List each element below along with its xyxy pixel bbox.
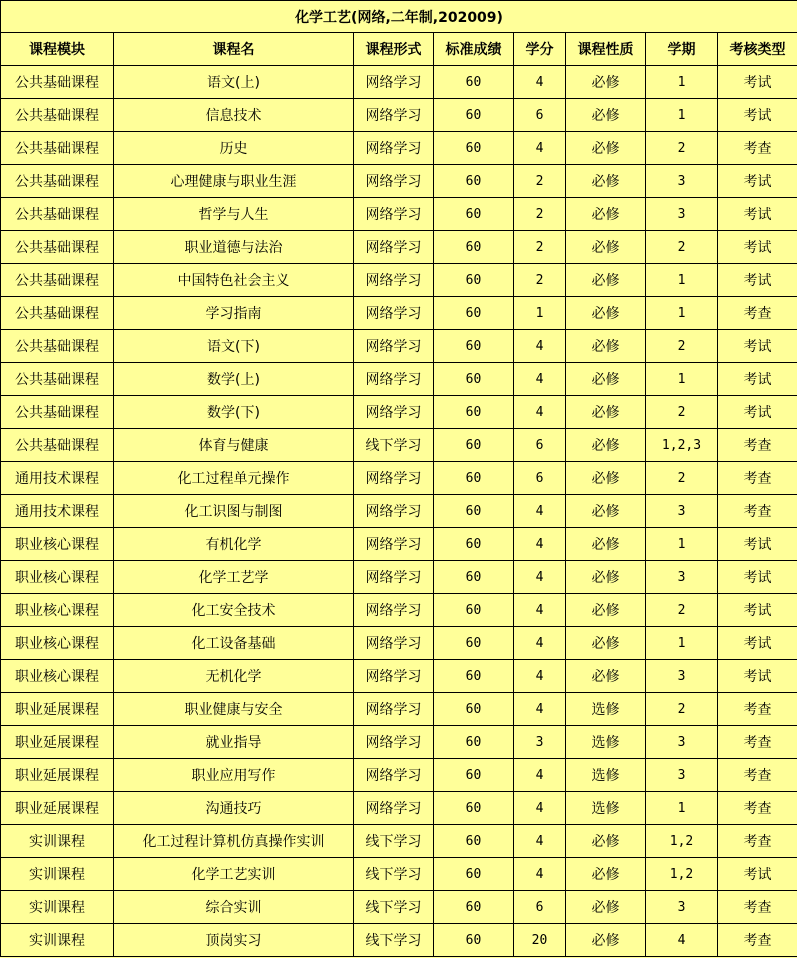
- cell-course-nature: 必修: [566, 825, 646, 858]
- table-row: [1, 759, 797, 792]
- cell-course-name: 职业健康与安全: [114, 693, 354, 726]
- cell-standard-score: 60: [434, 660, 514, 693]
- cell-standard-score: 60: [434, 198, 514, 231]
- cell-semester: 1,2: [646, 825, 718, 858]
- cell-semester: 1: [646, 264, 718, 297]
- cell-assessment-type: 考试: [718, 660, 797, 693]
- cell-credits: 2: [514, 198, 566, 231]
- cell-course-form: 线下学习: [354, 825, 434, 858]
- cell-credits: 2: [514, 165, 566, 198]
- cell-course-form: 网络学习: [354, 330, 434, 363]
- cell-course-form: 网络学习: [354, 660, 434, 693]
- table-row: [1, 891, 797, 924]
- table-row: [1, 462, 797, 495]
- cell-standard-score: 60: [434, 561, 514, 594]
- table-row: [1, 363, 797, 396]
- cell-assessment-type: 考查: [718, 825, 797, 858]
- header-standard-score: 标准成绩: [434, 33, 514, 66]
- cell-module: 公共基础课程: [1, 330, 114, 363]
- cell-course-nature: 必修: [566, 858, 646, 891]
- table-row: [1, 297, 797, 330]
- cell-credits: 4: [514, 660, 566, 693]
- table-row: [1, 330, 797, 363]
- cell-course-nature: 必修: [566, 231, 646, 264]
- cell-course-nature: 必修: [566, 99, 646, 132]
- cell-course-nature: 必修: [566, 594, 646, 627]
- cell-course-form: 网络学习: [354, 627, 434, 660]
- cell-credits: 1: [514, 297, 566, 330]
- cell-course-nature: 必修: [566, 528, 646, 561]
- cell-course-name: 化工识图与制图: [114, 495, 354, 528]
- table-row: [1, 165, 797, 198]
- cell-standard-score: 60: [434, 66, 514, 99]
- cell-course-name: 体育与健康: [114, 429, 354, 462]
- cell-module: 公共基础课程: [1, 231, 114, 264]
- cell-course-form: 网络学习: [354, 462, 434, 495]
- cell-standard-score: 60: [434, 627, 514, 660]
- cell-assessment-type: 考试: [718, 363, 797, 396]
- cell-module: 公共基础课程: [1, 99, 114, 132]
- table-row: [1, 693, 797, 726]
- cell-course-name: 化学工艺学: [114, 561, 354, 594]
- cell-assessment-type: 考查: [718, 462, 797, 495]
- cell-module: 公共基础课程: [1, 132, 114, 165]
- cell-assessment-type: 考试: [718, 858, 797, 891]
- cell-module: 职业核心课程: [1, 627, 114, 660]
- cell-course-name: 哲学与人生: [114, 198, 354, 231]
- cell-credits: 6: [514, 99, 566, 132]
- cell-course-form: 网络学习: [354, 759, 434, 792]
- cell-course-nature: 必修: [566, 165, 646, 198]
- cell-module: 实训课程: [1, 858, 114, 891]
- cell-course-nature: 选修: [566, 759, 646, 792]
- cell-course-nature: 必修: [566, 429, 646, 462]
- cell-course-nature: 选修: [566, 792, 646, 825]
- cell-module: 职业延展课程: [1, 726, 114, 759]
- table-row: [1, 495, 797, 528]
- cell-credits: 6: [514, 429, 566, 462]
- header-row: [1, 33, 797, 66]
- cell-module: 实训课程: [1, 924, 114, 957]
- header-assessment-type: 考核类型: [718, 33, 797, 66]
- cell-course-name: 职业道德与法治: [114, 231, 354, 264]
- cell-module: 公共基础课程: [1, 66, 114, 99]
- cell-assessment-type: 考查: [718, 429, 797, 462]
- cell-credits: 4: [514, 594, 566, 627]
- cell-module: 职业延展课程: [1, 693, 114, 726]
- cell-course-form: 网络学习: [354, 726, 434, 759]
- cell-credits: 4: [514, 132, 566, 165]
- table-row: [1, 66, 797, 99]
- table-row: [1, 198, 797, 231]
- cell-course-name: 沟通技巧: [114, 792, 354, 825]
- cell-semester: 1: [646, 99, 718, 132]
- cell-course-form: 网络学习: [354, 792, 434, 825]
- table-row: [1, 264, 797, 297]
- cell-semester: 2: [646, 693, 718, 726]
- table-row: [1, 627, 797, 660]
- cell-course-nature: 必修: [566, 198, 646, 231]
- cell-assessment-type: 考试: [718, 330, 797, 363]
- cell-standard-score: 60: [434, 297, 514, 330]
- cell-standard-score: 60: [434, 594, 514, 627]
- cell-standard-score: 60: [434, 726, 514, 759]
- cell-assessment-type: 考查: [718, 297, 797, 330]
- table-row: [1, 231, 797, 264]
- cell-course-form: 网络学习: [354, 594, 434, 627]
- cell-course-nature: 必修: [566, 132, 646, 165]
- cell-course-name: 学习指南: [114, 297, 354, 330]
- cell-semester: 1: [646, 528, 718, 561]
- cell-course-name: 化工过程计算机仿真操作实训: [114, 825, 354, 858]
- cell-module: 职业核心课程: [1, 594, 114, 627]
- cell-module: 职业核心课程: [1, 660, 114, 693]
- table-row: [1, 528, 797, 561]
- cell-module: 职业核心课程: [1, 528, 114, 561]
- cell-module: 公共基础课程: [1, 264, 114, 297]
- table-row: [1, 726, 797, 759]
- cell-assessment-type: 考试: [718, 66, 797, 99]
- cell-course-form: 网络学习: [354, 132, 434, 165]
- cell-module: 公共基础课程: [1, 297, 114, 330]
- cell-course-nature: 选修: [566, 726, 646, 759]
- cell-course-name: 有机化学: [114, 528, 354, 561]
- cell-semester: 2: [646, 330, 718, 363]
- cell-course-name: 中国特色社会主义: [114, 264, 354, 297]
- cell-assessment-type: 考查: [718, 132, 797, 165]
- cell-assessment-type: 考查: [718, 792, 797, 825]
- cell-assessment-type: 考试: [718, 561, 797, 594]
- cell-credits: 4: [514, 66, 566, 99]
- cell-module: 实训课程: [1, 891, 114, 924]
- cell-course-nature: 必修: [566, 363, 646, 396]
- cell-credits: 2: [514, 231, 566, 264]
- cell-course-form: 网络学习: [354, 231, 434, 264]
- cell-semester: 2: [646, 132, 718, 165]
- cell-course-nature: 必修: [566, 297, 646, 330]
- cell-course-form: 网络学习: [354, 99, 434, 132]
- cell-assessment-type: 考查: [718, 726, 797, 759]
- cell-semester: 2: [646, 396, 718, 429]
- cell-credits: 4: [514, 858, 566, 891]
- header-semester: 学期: [646, 33, 718, 66]
- cell-course-form: 线下学习: [354, 891, 434, 924]
- cell-semester: 3: [646, 165, 718, 198]
- cell-standard-score: 60: [434, 132, 514, 165]
- cell-module: 公共基础课程: [1, 198, 114, 231]
- cell-course-name: 语文(上): [114, 66, 354, 99]
- cell-semester: 3: [646, 660, 718, 693]
- cell-standard-score: 60: [434, 264, 514, 297]
- cell-assessment-type: 考试: [718, 99, 797, 132]
- cell-standard-score: 60: [434, 330, 514, 363]
- header-credits: 学分: [514, 33, 566, 66]
- cell-course-name: 数学(下): [114, 396, 354, 429]
- cell-course-name: 就业指导: [114, 726, 354, 759]
- cell-course-nature: 必修: [566, 66, 646, 99]
- cell-course-name: 顶岗实习: [114, 924, 354, 957]
- cell-module: 公共基础课程: [1, 396, 114, 429]
- table-row: [1, 132, 797, 165]
- cell-credits: 6: [514, 462, 566, 495]
- cell-standard-score: 60: [434, 858, 514, 891]
- cell-standard-score: 60: [434, 759, 514, 792]
- cell-semester: 1: [646, 363, 718, 396]
- cell-standard-score: 60: [434, 429, 514, 462]
- cell-course-form: 网络学习: [354, 396, 434, 429]
- cell-standard-score: 60: [434, 99, 514, 132]
- cell-course-form: 网络学习: [354, 693, 434, 726]
- cell-course-nature: 必修: [566, 627, 646, 660]
- cell-standard-score: 60: [434, 891, 514, 924]
- cell-assessment-type: 考查: [718, 759, 797, 792]
- cell-semester: 1: [646, 792, 718, 825]
- cell-course-name: 化工过程单元操作: [114, 462, 354, 495]
- cell-semester: 4: [646, 924, 718, 957]
- cell-course-name: 职业应用写作: [114, 759, 354, 792]
- cell-semester: 3: [646, 561, 718, 594]
- cell-assessment-type: 考查: [718, 693, 797, 726]
- cell-credits: 4: [514, 561, 566, 594]
- cell-assessment-type: 考查: [718, 924, 797, 957]
- cell-semester: 3: [646, 891, 718, 924]
- cell-course-name: 综合实训: [114, 891, 354, 924]
- cell-semester: 3: [646, 759, 718, 792]
- cell-semester: 1,2,3: [646, 429, 718, 462]
- cell-module: 公共基础课程: [1, 363, 114, 396]
- cell-course-name: 心理健康与职业生涯: [114, 165, 354, 198]
- cell-credits: 4: [514, 495, 566, 528]
- cell-course-form: 网络学习: [354, 198, 434, 231]
- cell-credits: 4: [514, 363, 566, 396]
- cell-semester: 3: [646, 726, 718, 759]
- header-course-nature: 课程性质: [566, 33, 646, 66]
- table-row: [1, 792, 797, 825]
- cell-course-form: 网络学习: [354, 297, 434, 330]
- cell-course-form: 网络学习: [354, 561, 434, 594]
- cell-course-form: 线下学习: [354, 429, 434, 462]
- cell-course-form: 网络学习: [354, 165, 434, 198]
- cell-course-form: 网络学习: [354, 528, 434, 561]
- table-row: [1, 858, 797, 891]
- cell-course-form: 网络学习: [354, 66, 434, 99]
- cell-standard-score: 60: [434, 495, 514, 528]
- cell-assessment-type: 考试: [718, 165, 797, 198]
- table-row: [1, 924, 797, 957]
- cell-assessment-type: 考查: [718, 495, 797, 528]
- cell-course-nature: 必修: [566, 561, 646, 594]
- cell-standard-score: 60: [434, 462, 514, 495]
- cell-credits: 4: [514, 330, 566, 363]
- cell-standard-score: 60: [434, 231, 514, 264]
- cell-standard-score: 60: [434, 792, 514, 825]
- cell-credits: 4: [514, 759, 566, 792]
- cell-standard-score: 60: [434, 165, 514, 198]
- cell-course-form: 网络学习: [354, 495, 434, 528]
- cell-semester: 2: [646, 594, 718, 627]
- cell-semester: 2: [646, 231, 718, 264]
- cell-standard-score: 60: [434, 924, 514, 957]
- cell-course-nature: 必修: [566, 396, 646, 429]
- cell-course-form: 网络学习: [354, 363, 434, 396]
- cell-course-name: 无机化学: [114, 660, 354, 693]
- cell-course-form: 线下学习: [354, 858, 434, 891]
- cell-module: 通用技术课程: [1, 462, 114, 495]
- header-module: 课程模块: [1, 33, 114, 66]
- cell-credits: 4: [514, 693, 566, 726]
- table-row: [1, 561, 797, 594]
- cell-assessment-type: 考试: [718, 627, 797, 660]
- table-row: [1, 396, 797, 429]
- cell-module: 通用技术课程: [1, 495, 114, 528]
- cell-course-name: 数学(上): [114, 363, 354, 396]
- table-row: [1, 99, 797, 132]
- cell-credits: 4: [514, 825, 566, 858]
- cell-credits: 4: [514, 528, 566, 561]
- cell-assessment-type: 考试: [718, 594, 797, 627]
- cell-course-name: 化工安全技术: [114, 594, 354, 627]
- cell-assessment-type: 考试: [718, 528, 797, 561]
- cell-semester: 1,2: [646, 858, 718, 891]
- cell-credits: 6: [514, 891, 566, 924]
- cell-course-nature: 必修: [566, 264, 646, 297]
- cell-semester: 2: [646, 462, 718, 495]
- header-course-form: 课程形式: [354, 33, 434, 66]
- cell-course-name: 化工设备基础: [114, 627, 354, 660]
- cell-semester: 3: [646, 495, 718, 528]
- table-row: [1, 660, 797, 693]
- cell-credits: 4: [514, 627, 566, 660]
- cell-assessment-type: 考试: [718, 231, 797, 264]
- cell-course-nature: 选修: [566, 693, 646, 726]
- cell-module: 公共基础课程: [1, 165, 114, 198]
- cell-assessment-type: 考试: [718, 396, 797, 429]
- cell-course-nature: 必修: [566, 495, 646, 528]
- cell-module: 职业核心课程: [1, 561, 114, 594]
- table-row: [1, 429, 797, 462]
- cell-course-nature: 必修: [566, 891, 646, 924]
- cell-standard-score: 60: [434, 363, 514, 396]
- cell-credits: 20: [514, 924, 566, 957]
- cell-course-nature: 必修: [566, 660, 646, 693]
- cell-module: 实训课程: [1, 825, 114, 858]
- table-body: [1, 66, 797, 957]
- cell-course-nature: 必修: [566, 924, 646, 957]
- cell-course-name: 历史: [114, 132, 354, 165]
- cell-credits: 4: [514, 396, 566, 429]
- cell-assessment-type: 考查: [718, 891, 797, 924]
- cell-assessment-type: 考试: [718, 264, 797, 297]
- table-row: [1, 594, 797, 627]
- cell-module: 职业延展课程: [1, 792, 114, 825]
- cell-course-form: 网络学习: [354, 264, 434, 297]
- cell-course-name: 语文(下): [114, 330, 354, 363]
- cell-course-nature: 必修: [566, 330, 646, 363]
- cell-semester: 1: [646, 66, 718, 99]
- table-title: 化学工艺(网络,二年制,202009): [1, 1, 797, 33]
- cell-credits: 2: [514, 264, 566, 297]
- cell-assessment-type: 考试: [718, 198, 797, 231]
- cell-semester: 3: [646, 198, 718, 231]
- header-course-name: 课程名: [114, 33, 354, 66]
- cell-credits: 3: [514, 726, 566, 759]
- cell-credits: 4: [514, 792, 566, 825]
- cell-standard-score: 60: [434, 396, 514, 429]
- cell-standard-score: 60: [434, 528, 514, 561]
- cell-module: 公共基础课程: [1, 429, 114, 462]
- cell-standard-score: 60: [434, 825, 514, 858]
- cell-course-nature: 必修: [566, 462, 646, 495]
- cell-course-form: 线下学习: [354, 924, 434, 957]
- cell-course-name: 化学工艺实训: [114, 858, 354, 891]
- cell-standard-score: 60: [434, 693, 514, 726]
- cell-semester: 1: [646, 297, 718, 330]
- cell-module: 职业延展课程: [1, 759, 114, 792]
- table-row: [1, 825, 797, 858]
- cell-semester: 1: [646, 627, 718, 660]
- cell-course-name: 信息技术: [114, 99, 354, 132]
